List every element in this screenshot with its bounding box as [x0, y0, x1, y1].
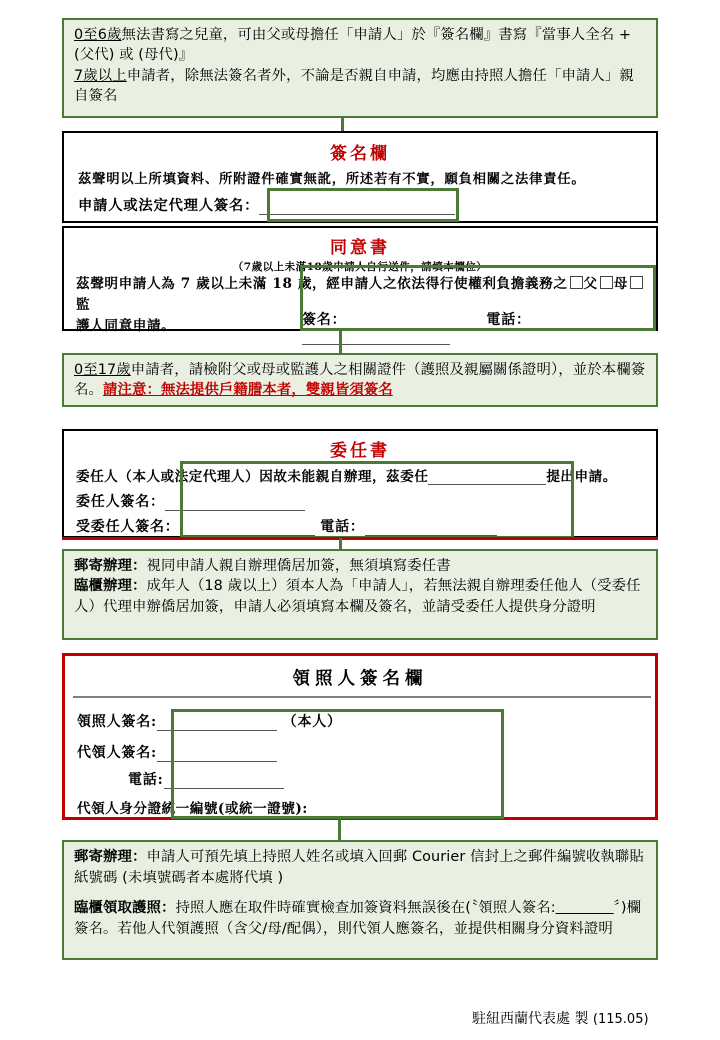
- note-proxy-line2-text: 成年人（18 歲以上）須本人為「申請人」，若無法親自辦理委任他人（受委任人）代理申辦僑居加簽，申請人必須填寫本欄及簽名，並請受委任人提供身分證明: [74, 578, 641, 615]
- pickup-holder-label: 領照人簽名:: [77, 714, 157, 730]
- note-pickup-line2: [74, 898, 648, 940]
- pickup-holder-suffix: （本人）: [282, 714, 342, 730]
- signature-block-declaration: 茲聲明以上所填資料、所附證件確實無訛，所述若有不實，願負相關之法律責任。: [78, 172, 586, 187]
- highlight-pickup-fields: [171, 709, 504, 819]
- note-minor-line1: [74, 360, 648, 401]
- connector-consent-note: [339, 330, 342, 354]
- consent-block-body-b: 護人同意申請。: [76, 318, 176, 335]
- footer-office: [472, 1008, 649, 1028]
- note-proxy-line1: [74, 556, 648, 576]
- consent-block-body-a: 茲聲明申請人為 7 歲以上未滿 18 歲，經申請人之依法得行使權利負擔義務之: [76, 276, 568, 292]
- note-signature-line1: [74, 25, 648, 66]
- note-pickup-line2-label: 臨櫃領取護照：: [74, 899, 176, 916]
- note-pickup-line2-text-b: 〞)欄簽名。若他人代領護照（含父/母/配偶），則代領人應簽名，並提供相關身分資料證明: [74, 899, 642, 937]
- pickup-id-label: 代領人身分證統一編號(或統一證號):: [77, 801, 308, 817]
- highlight-consent-fields: [300, 265, 656, 331]
- pickup-block-title: 領照人簽名欄: [292, 669, 428, 689]
- divider-red-proxy: [62, 537, 658, 540]
- note-proxy-line2-label: 臨櫃辦理：: [74, 578, 147, 595]
- note-pickup-line1-label: 郵寄辦理：: [74, 849, 147, 865]
- note-pickup-handling: [62, 840, 658, 960]
- highlight-proxy-fields: [180, 461, 574, 539]
- note-signature-instructions: [62, 18, 658, 118]
- note-pickup-line2-text-a: 持照人應在取件時確實檢查加簽資料無誤後在(〝領照人簽名:: [175, 899, 556, 916]
- checkbox-mother-label: 母: [613, 276, 628, 292]
- pickup-block-divider: [73, 696, 651, 698]
- note-signature-line2-underline: 7歲以上: [74, 67, 127, 84]
- consent-phone-input[interactable]: [302, 331, 450, 345]
- consent-block-subtitle: （7歲以上未滿18歲申請人自行送件，請填本欄位）: [232, 261, 488, 273]
- note-minor-documents: [62, 353, 658, 407]
- proxy-block-title: 委任書: [330, 441, 390, 461]
- note-pickup-line1: [74, 847, 648, 889]
- consent-sign-label: 簽名：: [302, 312, 347, 328]
- proxy-agent-label: 受委任人簽名：: [76, 519, 180, 535]
- consent-phone-label: 電話：: [486, 312, 531, 328]
- proxy-body-a: 委任人（本人或法定代理人）因故未能親自辦理，茲委任: [76, 469, 429, 485]
- checkbox-father-label: 父: [583, 276, 598, 292]
- note-proxy-handling: [62, 549, 658, 640]
- signature-block-title: 簽名欄: [330, 144, 390, 164]
- note-pickup-spacer: [74, 889, 648, 898]
- note-minor-underline: 0至17歲: [74, 362, 131, 378]
- note-pickup-line1-text: 申請人可預先填上持照人姓名或填入回郵 Courier 信封上之郵件編號收執聯貼紙號碼 (未填號碼者本處將代填 ): [74, 849, 644, 886]
- connector-pickup-note: [338, 819, 341, 841]
- note-minor-warning: 請注意：無法提供戶籍謄本者，雙親皆須簽名: [102, 382, 393, 399]
- note-signature-line1-underline: 0至6歲: [74, 27, 122, 43]
- highlight-applicant-signature: [267, 188, 459, 222]
- note-pickup-blank: ＿＿＿＿: [555, 899, 614, 916]
- note-proxy-line2: [74, 576, 648, 617]
- footer-office-name: 駐紐西蘭代表處 製: [472, 1011, 589, 1027]
- pickup-phone-label: 電話:: [128, 772, 164, 788]
- consent-block-title: 同意書: [330, 238, 390, 258]
- note-signature-line1-text: 無法書寫之兒童，可由父或母擔任「申請人」於『簽名欄』書寫『當事人全名 + (父代) 或 (母代)』: [74, 27, 632, 64]
- note-minor-text: 申請者，請檢附父或母或監護人之相關證件（護照及親屬關係證明），並於本欄簽名。: [74, 362, 646, 399]
- signature-block-field-label: 申請人或法定代理人簽名：: [78, 198, 260, 214]
- note-signature-line2-text: 申請者，除無法簽名者外，不論是否親自申請，均應由持照人擔任「申請人」親自簽名: [74, 67, 634, 105]
- footer-version: (115.05): [592, 1012, 649, 1027]
- proxy-body-b: 提出申請。: [546, 469, 617, 485]
- note-proxy-line1-text: 視同申請人親自辦理僑居加簽，無須填寫委任書: [146, 558, 451, 574]
- proxy-phone-label: 電話：: [320, 519, 365, 535]
- note-proxy-line1-label: 郵寄辦理：: [74, 558, 147, 574]
- proxy-principal-label: 委任人簽名：: [76, 494, 165, 510]
- checkbox-guardian-label: 監: [76, 297, 91, 314]
- note-signature-line2: [74, 66, 648, 107]
- pickup-proxy-label: 代領人簽名:: [77, 745, 157, 761]
